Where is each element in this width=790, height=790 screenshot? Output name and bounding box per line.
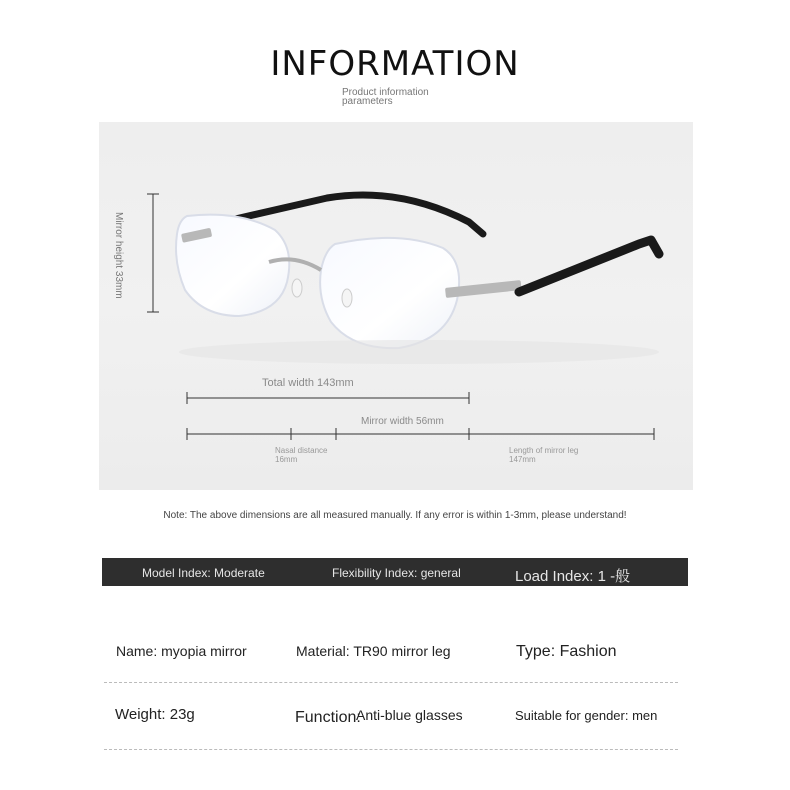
spec-material: Material: TR90 mirror leg bbox=[296, 643, 451, 659]
nasal-distance-value: 16mm bbox=[275, 455, 298, 464]
spec-type: Type: Fashion bbox=[516, 643, 617, 660]
nasal-distance-label bbox=[275, 446, 327, 464]
spec-function-label: Function: bbox=[295, 709, 361, 726]
measurement-note: Note: The above dimensions are all measured manually. If any error is within 1-3mm, please understand! bbox=[163, 510, 627, 521]
nose-pad-right bbox=[342, 289, 352, 307]
nasal-distance-title: Nasal distance bbox=[275, 446, 328, 455]
total-width-label: Total width 143mm bbox=[262, 377, 354, 389]
flexibility-index: Flexibility Index: general bbox=[332, 566, 461, 580]
nose-pad-left bbox=[292, 279, 302, 297]
leg-length-title: Length of mirror leg bbox=[509, 446, 579, 455]
model-index: Model Index: Moderate bbox=[142, 566, 265, 580]
front-temple bbox=[519, 240, 659, 292]
spec-gender: Suitable for gender: men bbox=[515, 708, 658, 723]
leg-length-label bbox=[509, 446, 578, 464]
load-index: Load Index: 1 -般 bbox=[515, 568, 631, 585]
glasses-illustration bbox=[99, 122, 693, 490]
mirror-height-label: Mirror height 33mm bbox=[113, 212, 124, 299]
page-title: INFORMATION bbox=[270, 44, 520, 84]
mirror-width-label: Mirror width 56mm bbox=[361, 416, 444, 427]
spec-function-value: Anti-blue glasses bbox=[356, 707, 463, 723]
page-subtitle: Product information parameters bbox=[342, 87, 429, 107]
right-lens bbox=[320, 238, 459, 348]
divider-top bbox=[104, 682, 678, 683]
leg-length-value: 147mm bbox=[509, 455, 536, 464]
divider-bottom bbox=[104, 749, 678, 750]
frame-shadow bbox=[179, 340, 659, 364]
spec-name: Name: myopia mirror bbox=[116, 643, 247, 659]
left-lens bbox=[176, 215, 289, 316]
spec-weight: Weight: 23g bbox=[115, 706, 195, 723]
